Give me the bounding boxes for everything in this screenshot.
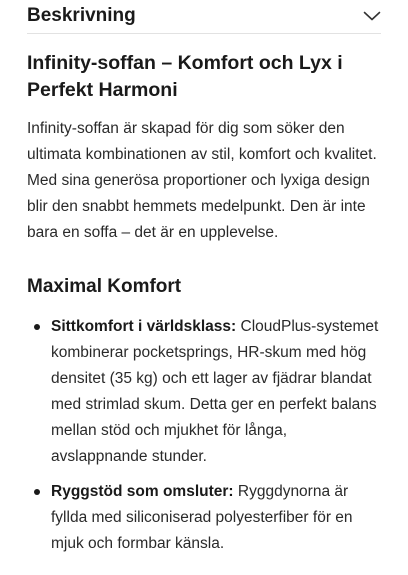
- intro-paragraph: Infinity-soffan är skapad för dig som söker den ultimata kombinationen av stil, komfort och kvalitet. Med sina generösa proportioner och lyxiga design blir den snabbt hemmets medelpunkt. Den är inte bara en soffa – det är en upplevelse.: [27, 120, 377, 241]
- description-accordion-header[interactable]: [27, 0, 381, 34]
- section-heading: Maximal Komfort: [27, 276, 182, 297]
- accordion-title: Beskrivning: [27, 5, 136, 26]
- feature-label: Sittkomfort i världsklass:: [51, 318, 237, 335]
- feature-list: [27, 314, 384, 557]
- description-content: [27, 50, 384, 566]
- chevron-down-icon[interactable]: [363, 10, 381, 22]
- feature-label: Ryggstöd som omsluter:: [51, 483, 234, 500]
- feature-item: [27, 479, 384, 557]
- feature-item: [27, 314, 384, 470]
- feature-text: CloudPlus-systemet kombinerar pocketsprings, HR-skum med hög densitet (35 kg) och ett lager av fjädrar blandat med strimlad skum. Detta ger en perfekt balans mellan stöd och mjukhet för långa, avslappnande stunder.: [51, 318, 379, 465]
- product-title: Infinity-soffan – Komfort och Lyx i Perfekt Harmoni: [27, 52, 343, 101]
- feature-text: Ryggdynorna är fyllda med siliconiserad polyesterfiber för en mjuk och formbar känsla.: [51, 483, 353, 552]
